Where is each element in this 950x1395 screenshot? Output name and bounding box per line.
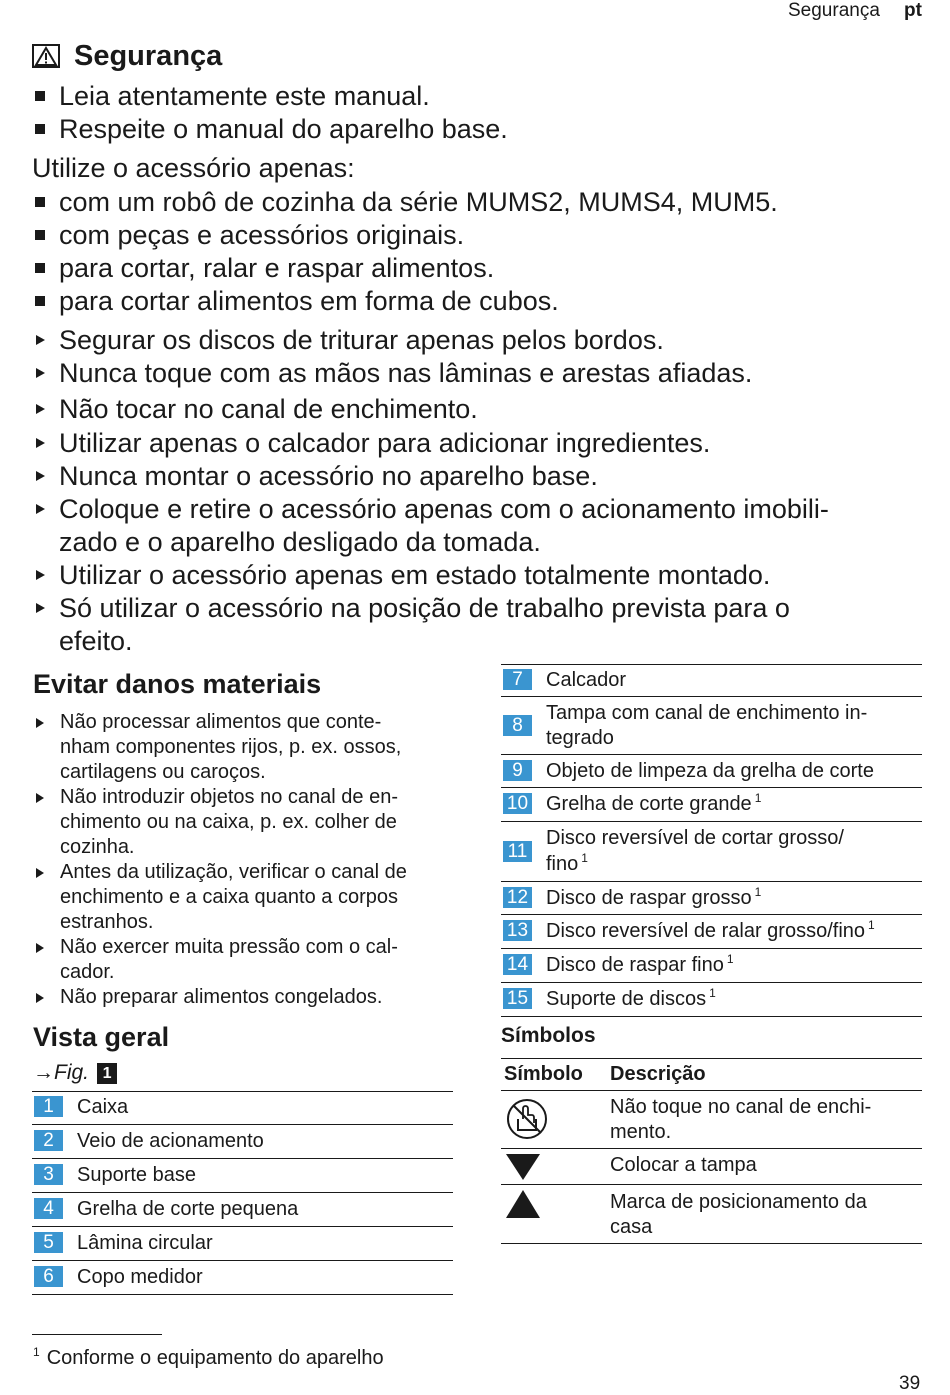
symbol-description: Colocar a tampa [610,1154,757,1176]
running-header-language: pt [904,0,922,21]
part-number-badge: 13 [503,920,532,941]
bullet-arrow-icon [36,335,45,345]
table-row [501,697,922,755]
part-label: Disco reversível de cortar grosso/ [546,827,844,849]
part-number-badge: 2 [34,1130,63,1151]
triangle-down-icon [505,1153,541,1181]
symbol-description: Não toque no canal de enchi- [610,1096,872,1118]
bullet-arrow-icon [36,793,44,803]
bullet-arrow-icon [36,404,45,414]
bullet-arrow-icon [36,570,45,580]
page-title-text: Segurança [74,40,223,72]
bullet-arrow-icon [36,368,45,378]
footnote-marker: 1 [754,885,762,899]
table-row [32,1193,453,1227]
table-row [32,1227,453,1261]
bullet-square-icon [35,230,45,240]
footnote-marker: 1 [709,986,716,1000]
usage-intro: Utilize o acessório apenas: [32,153,355,183]
figure-number-badge: 1 [97,1063,117,1084]
part-label: Caixa [77,1096,129,1118]
table-row [501,915,922,949]
part-label-continuation: tegrado [546,727,614,749]
table-row [501,664,922,697]
bullet-arrow-icon [36,438,45,448]
section-heading-overview: Vista geral [33,1022,170,1052]
part-label: Suporte base [77,1164,196,1186]
section-heading-damage: Evitar danos materiais [33,669,322,699]
bullet-arrow-icon [36,993,44,1003]
table-header-row [501,1058,922,1091]
part-label: Copo medidor [77,1266,203,1288]
part-number-badge: 4 [34,1198,63,1219]
page-title [32,38,222,74]
part-label: Lâmina circular [77,1232,213,1254]
page-number: 39 [899,1373,921,1394]
part-number-badge: 7 [503,669,532,690]
part-number-badge: 5 [34,1232,63,1253]
part-number-badge: 9 [503,760,532,781]
bullet-arrow-icon [36,471,45,481]
bullet-arrow-icon [36,603,45,613]
bullet-arrow-icon [36,943,44,953]
footnote-marker: 1 [754,791,762,805]
part-label: Calcador [546,669,627,691]
arrow-right-icon: → [33,1061,54,1084]
part-number-badge: 10 [503,793,532,814]
table-row [32,1261,453,1295]
bullet-square-icon [35,263,45,273]
part-label-continuation: fino [546,853,579,875]
table-row [501,755,922,788]
triangle-up-icon [505,1189,541,1219]
running-header-section: Segurança [788,0,880,21]
warning-icon [32,44,60,68]
part-label: Grelha de corte grande [546,793,752,815]
bullet-arrow-icon [36,868,44,878]
section-heading-symbols: Símbolos [501,1024,596,1047]
footnote-marker: 1 [581,851,588,865]
part-number-badge: 8 [503,715,532,736]
table-row [501,882,922,915]
table-row [501,983,922,1017]
footnote-marker: 1 [726,952,734,966]
symbol-description-continuation: casa [610,1216,653,1238]
part-number-badge: 1 [34,1096,63,1117]
table-row [501,1149,922,1185]
table-row [501,788,922,822]
part-label: Disco reversível de ralar grosso/fino [546,920,866,942]
part-number-badge: 14 [503,954,532,975]
part-number-badge: 3 [34,1164,63,1185]
part-label: Grelha de corte pequena [77,1198,299,1220]
bullet-square-icon [35,91,45,101]
part-number-badge: 15 [503,988,532,1009]
column-header-description: Descrição [610,1063,706,1085]
bullet-arrow-icon [36,718,44,728]
figure-reference [33,1060,117,1086]
part-label: Disco de raspar grosso [546,887,752,909]
part-label: Tampa com canal de enchimento in- [546,702,868,724]
table-row [501,1091,922,1149]
bullet-square-icon [35,197,45,207]
footnote-marker: 1 [868,918,875,932]
bullet-arrow-icon [36,504,45,514]
table-row [501,1185,922,1244]
figure-reference-label: Fig. [54,1061,90,1084]
part-label: Disco de raspar fino [546,954,724,976]
part-number-badge: 6 [34,1266,63,1287]
footnote-marker: 1 [33,1345,40,1359]
part-label: Objeto de limpeza da grelha de corte [546,760,874,782]
table-row [32,1091,453,1125]
part-number-badge: 12 [503,887,532,908]
no-touch-filling-channel-icon [505,1097,549,1141]
table-row [501,822,922,882]
part-label: Suporte de discos [546,988,707,1010]
bullet-square-icon [35,296,45,306]
part-label: Veio de acionamento [77,1130,264,1152]
table-row [501,949,922,983]
symbol-description: Marca de posicionamento da [610,1191,867,1213]
symbol-description-continuation: mento. [610,1121,672,1143]
table-row [32,1159,453,1193]
part-number-badge: 11 [503,841,532,862]
bullet-square-icon [35,124,45,134]
footnote [33,1346,384,1371]
footnote-text: Conforme o equipamento do aparelho [46,1347,384,1369]
table-row [32,1125,453,1159]
column-header-symbol: Símbolo [504,1063,583,1085]
footnote-divider [32,1334,162,1335]
